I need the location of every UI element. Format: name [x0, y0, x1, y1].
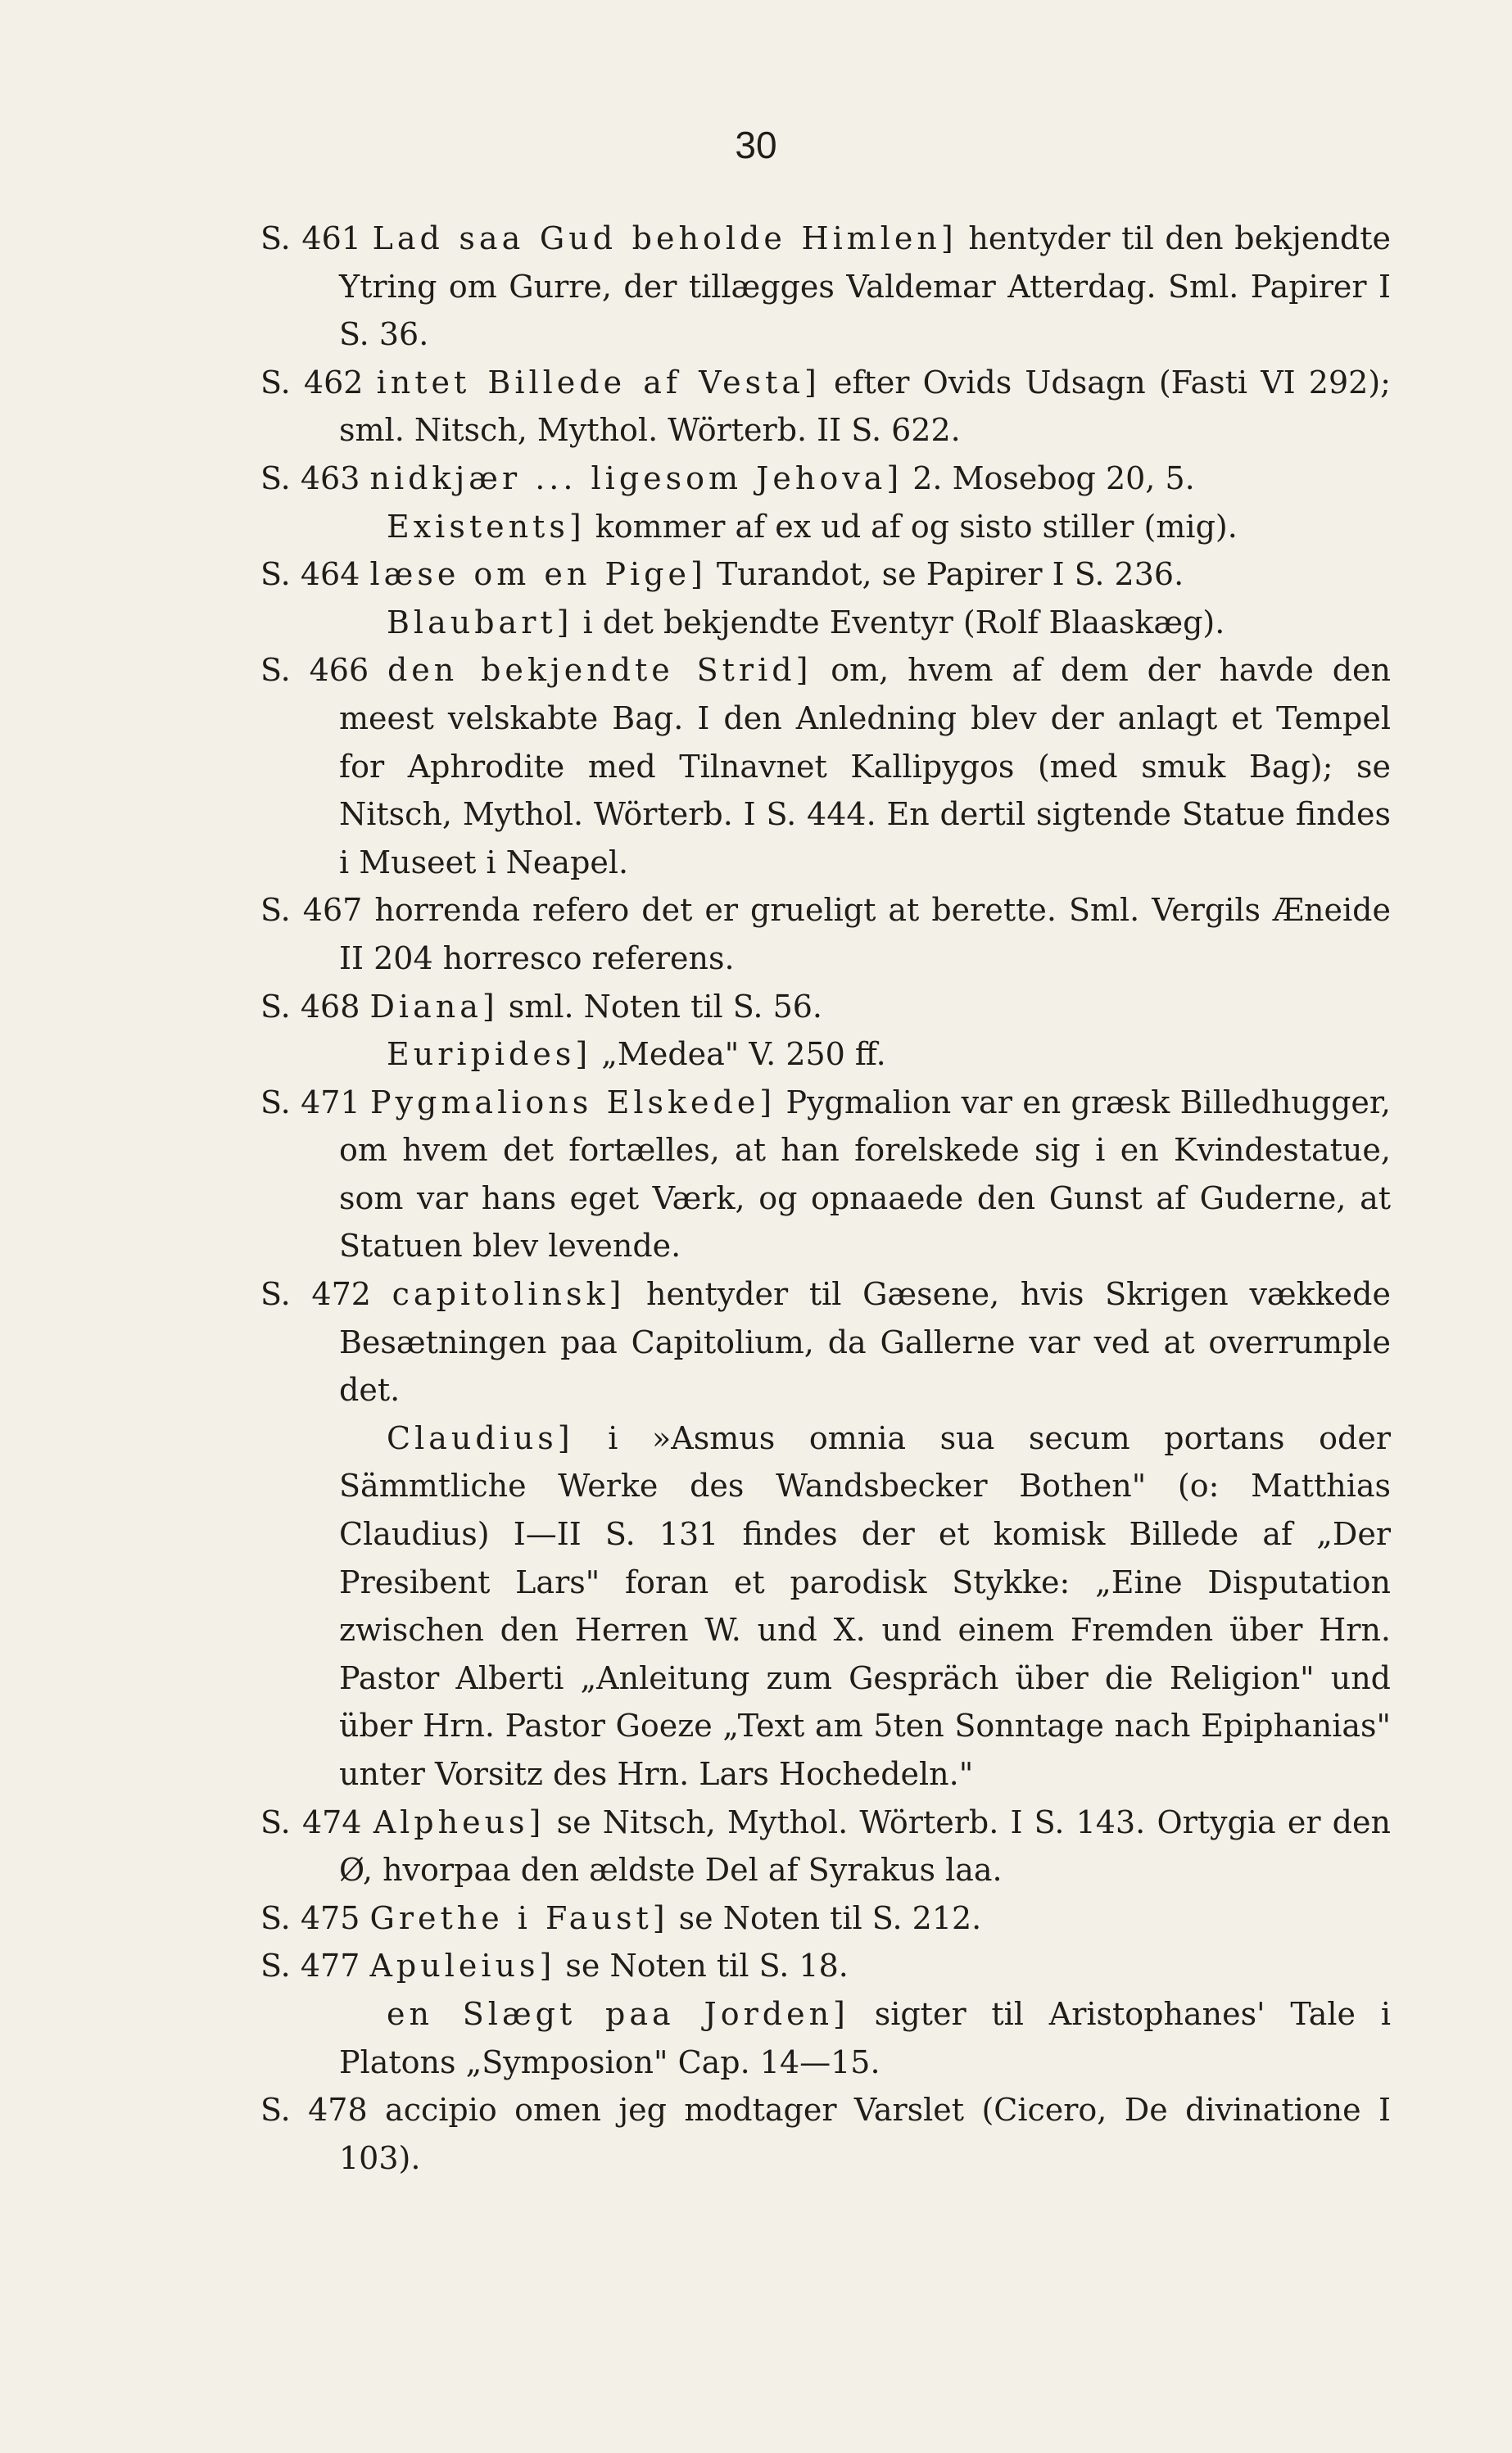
note-ref: S. 474	[260, 1804, 362, 1840]
note-text: sml. Noten til S. 56.	[508, 988, 823, 1025]
note-s461	[260, 215, 1391, 359]
note-ref: S. 475	[260, 1899, 360, 1936]
note-text: i det bekjendte Eventyr (Rolf Blaaskæg).	[582, 604, 1225, 640]
note-s472	[260, 1270, 1391, 1414]
note-s477	[260, 1942, 1391, 1990]
note-text: hentyder til Gæsene, hvis Skrigen vækkede Besætningen paa Capitolium, da Gallerne var ved at overrumple det.	[339, 1276, 1391, 1409]
note-text: se Noten til S. 212.	[678, 1899, 982, 1936]
note-s462	[260, 359, 1391, 455]
note-ref: S. 466	[260, 652, 369, 689]
note-s466	[260, 646, 1391, 886]
note-lemma: Claudius]	[387, 1419, 574, 1456]
note-ref: S. 461	[260, 220, 361, 256]
note-s474	[260, 1799, 1391, 1894]
note-lemma: Existents]	[387, 508, 586, 545]
note-s478	[260, 2086, 1391, 2182]
note-ref: S. 471	[260, 1084, 360, 1120]
note-lemma: Euripides]	[387, 1036, 592, 1073]
note-text: i »Asmus omnia sua secum portans oder Sämmtliche Werke des Wandsbecker Bothen" (o: Matthias Claudius) I—II S. 131 findes der et komisk Billede af „Der Presibent Lars" foran et parodisk Stykke: „Eine Disputation zwischen den Herren W. und X. und einem Fremden über Hrn. Pastor Alberti „Anleitung zum Gespräch über die Religion" und über Hrn. Pastor Goeze „Text am 5ten Sonntage nach Epiphanias" unter Vorsitz des Hrn. Lars Hochedeln."	[339, 1419, 1391, 1792]
note-s472-claudius	[260, 1414, 1391, 1799]
note-text: efter Ovids Udsagn (Fasti VI 292); sml. Nitsch, Mythol. Wörterb. II S. 622.	[339, 364, 1391, 449]
note-lemma: Diana]	[369, 988, 499, 1025]
note-lemma: Lad saa Gud beholde Himlen]	[372, 220, 957, 256]
note-s463	[260, 455, 1391, 503]
note-s475	[260, 1894, 1391, 1943]
note-lemma: en Slægt paa Jorden]	[387, 1995, 849, 2032]
note-ref: S. 462	[260, 364, 364, 401]
note-ref: S. 467	[260, 892, 363, 929]
note-lemma: capitolinsk]	[392, 1276, 626, 1313]
note-ref: S. 468	[260, 988, 360, 1025]
note-lemma: Grethe i Faust]	[369, 1899, 669, 1936]
note-text: horrenda refero det er grueligt at berette. Sml. Vergils Æneide II 204 horresco referens.	[339, 892, 1391, 976]
note-s467	[260, 886, 1391, 982]
note-text: „Medea" V. 250 ff.	[601, 1036, 886, 1073]
note-lemma: intet Billede af Vesta]	[376, 364, 821, 401]
note-text: Turandot, se Papirer I S. 236.	[716, 556, 1184, 593]
note-lemma: den bekjendte Strid]	[387, 652, 813, 689]
note-lemma: læse om en Pige]	[369, 556, 707, 593]
note-text: kommer af ex ud af og sisto stiller (mig).	[595, 508, 1238, 545]
note-text: om, hvem af dem der havde den meest velskabte Bag. I den Anledning blev der anlagt et Tempel for Aphrodite med Tilnavnet Kallipygos (med smuk Bag); se Nitsch, Mythol. Wörterb. I S. 444. En dertil sigtende Statue findes i Museet i Neapel.	[339, 652, 1391, 880]
note-ref: S. 464	[260, 556, 360, 593]
note-lemma: Blaubart]	[387, 604, 573, 640]
notes-list	[260, 215, 1391, 2182]
note-lemma: Alpheus]	[373, 1804, 545, 1840]
note-s464	[260, 550, 1391, 599]
note-text: hentyder til den bekjendte Ytring om Gurre, der tillægges Valdemar Atterdag. Sml. Papirer I S. 36.	[339, 220, 1391, 353]
note-text: sigter til Aristophanes' Tale i Platons „Symposion" Cap. 14—15.	[339, 1995, 1391, 2080]
note-lemma: Pygmalions Elskede]	[370, 1084, 776, 1120]
note-text: Pygmalion var en græsk Billedhugger, om hvem det fortælles, at han forelskede sig i en Kvindestatue, som var hans eget Værk, og opnaaede den Gunst af Guderne, at Statuen blev levende.	[339, 1084, 1391, 1265]
note-s477-slaegt	[260, 1990, 1391, 2086]
note-ref: S. 478	[260, 2092, 368, 2129]
page-number: 30	[735, 124, 777, 166]
note-ref: S. 472	[260, 1276, 371, 1313]
note-s471	[260, 1079, 1391, 1270]
note-s468-euripides	[260, 1030, 1391, 1079]
note-s468	[260, 983, 1391, 1031]
note-text: se Noten til S. 18.	[565, 1948, 849, 1985]
note-s463-existents	[260, 503, 1391, 551]
note-ref: S. 463	[260, 459, 360, 496]
note-lemma: Apuleius]	[369, 1948, 556, 1985]
note-text: 2. Mosebog 20, 5.	[912, 459, 1195, 496]
note-text: se Nitsch, Mythol. Wörterb. I S. 143. Ortygia er den Ø, hvorpaa den ældste Del af Syrakus laa.	[339, 1804, 1391, 1889]
note-text: accipio omen jeg modtager Varslet (Cicero, De divinatione I 103).	[339, 2092, 1391, 2176]
note-ref: S. 477	[260, 1948, 360, 1985]
note-lemma: nidkjær ... ligesom Jehova]	[369, 459, 903, 496]
note-s464-blaubart	[260, 599, 1391, 647]
